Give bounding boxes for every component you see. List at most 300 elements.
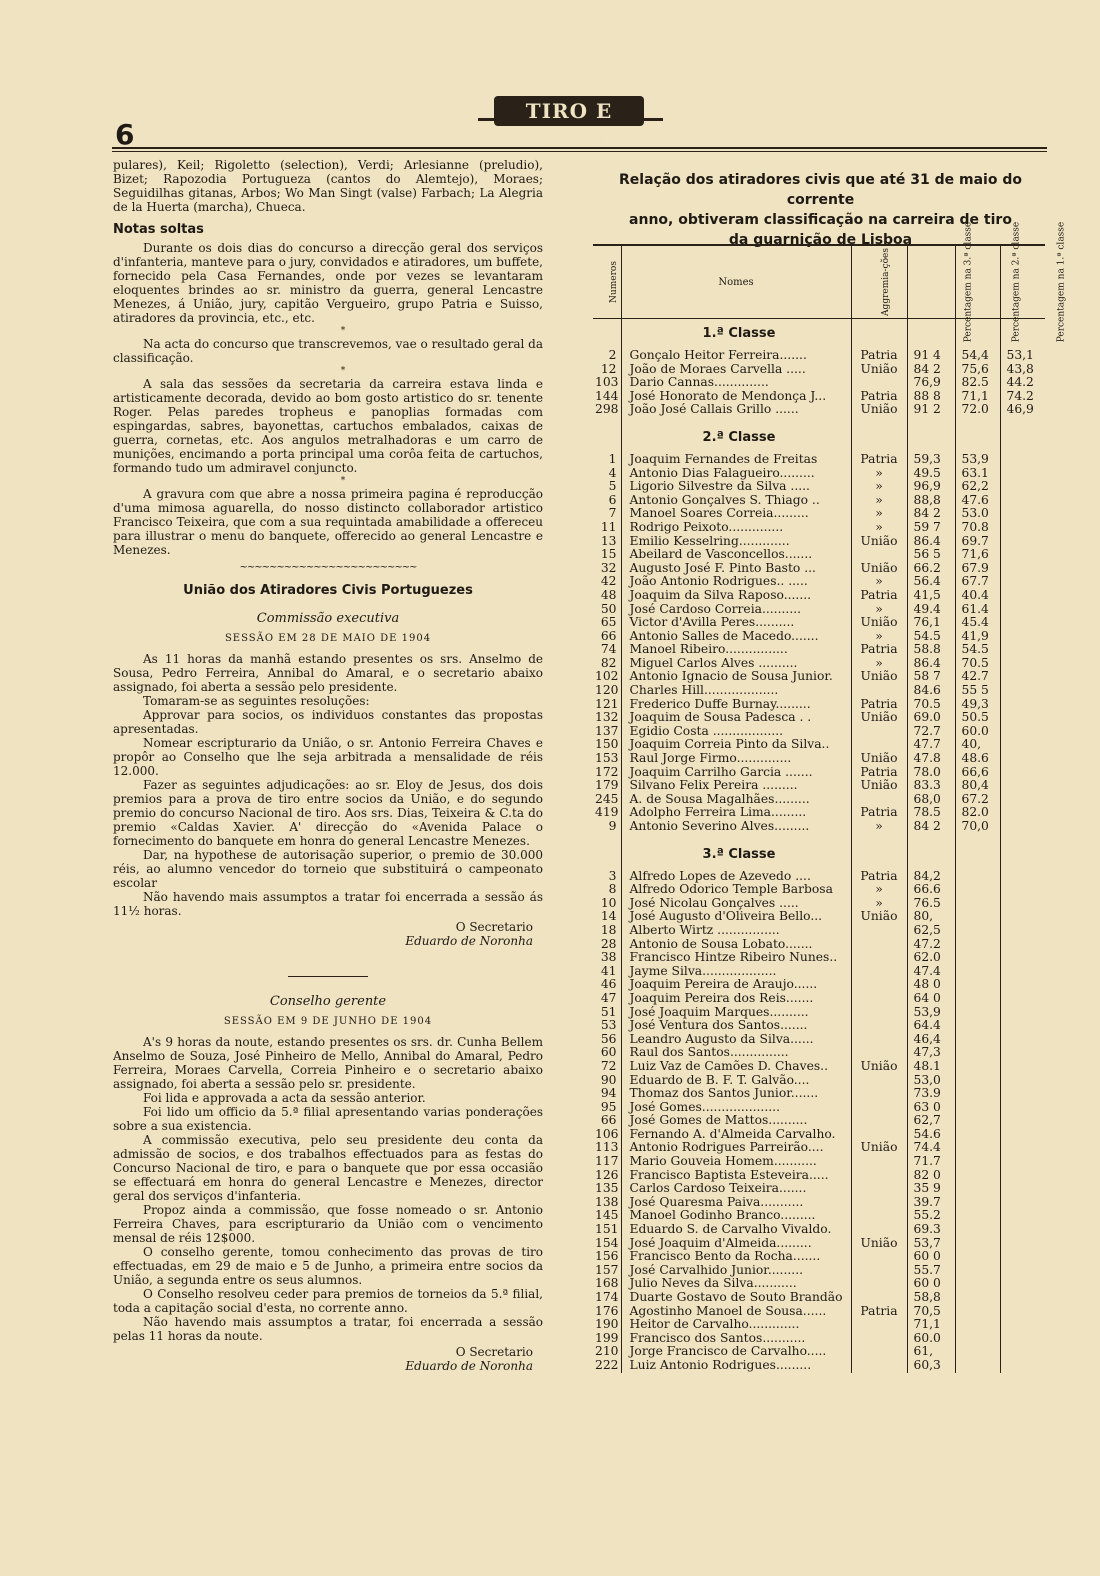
- row-percent-3: 60.0: [907, 1332, 955, 1346]
- row-aggremiacao: »: [851, 494, 907, 508]
- row-name: Julio Neves da Silva...........: [621, 1277, 851, 1291]
- row-percent-2: 67.2: [955, 793, 1000, 807]
- row-percent-3: 62,7: [907, 1114, 955, 1128]
- row-aggremiacao: [851, 1223, 907, 1237]
- table-row: [593, 521, 1045, 535]
- row-name: Manoel Godinho Branco.........: [621, 1209, 851, 1223]
- row-percent-1: [1000, 910, 1045, 924]
- row-percent-3: 58 7: [907, 670, 955, 684]
- row-aggremiacao: [851, 1114, 907, 1128]
- table-row: [593, 1291, 1045, 1305]
- commissao-heading: Commissão executiva: [256, 611, 400, 626]
- row-percent-3: 68,0: [907, 793, 955, 807]
- row-percent-2: 53.0: [955, 507, 1000, 521]
- row-percent-1: [1000, 725, 1045, 739]
- row-aggremiacao: [851, 938, 907, 952]
- table-title-line: Relação dos atiradores civis que até 31 de maio do corrente: [619, 172, 1022, 208]
- row-percent-2: [955, 1087, 1000, 1101]
- table-row: [593, 603, 1045, 617]
- row-aggremiacao: União: [851, 535, 907, 549]
- row-percent-1: [1000, 820, 1045, 834]
- row-percent-2: [955, 1046, 1000, 1060]
- row-percent-3: 70.5: [907, 698, 955, 712]
- row-aggremiacao: União: [851, 403, 907, 417]
- asterisk-separator: *: [340, 366, 346, 376]
- conselho-paragraph: Não havendo mais assumptos a tratar, foi encerrada a sessão pelas 11 horas da noute.: [113, 1315, 543, 1343]
- row-aggremiacao: [851, 1359, 907, 1373]
- row-percent-2: 50.5: [955, 711, 1000, 725]
- row-percent-1: [1000, 1169, 1045, 1183]
- row-number: 47: [600, 991, 617, 1005]
- row-percent-2: [955, 1318, 1000, 1332]
- row-aggremiacao: [851, 1006, 907, 1020]
- header-aggremiacoes: Aggremia-ções: [851, 245, 907, 319]
- table-row: [593, 630, 1045, 644]
- row-percent-3: 66.6: [907, 883, 955, 897]
- row-number: 121: [595, 697, 619, 711]
- table-row: [593, 978, 1045, 992]
- row-percent-2: 67.7: [955, 575, 1000, 589]
- row-aggremiacao: »: [851, 883, 907, 897]
- row-percent-3: 84,2: [907, 870, 955, 884]
- row-number: 9: [608, 820, 617, 833]
- row-percent-2: 72.0: [955, 403, 1000, 417]
- row-percent-3: 78.5: [907, 806, 955, 820]
- row-number: 46: [600, 978, 617, 992]
- row-percent-2: [955, 1196, 1000, 1210]
- table-row: [593, 1101, 1045, 1115]
- row-aggremiacao: [851, 992, 907, 1006]
- row-name: Jorge Francisco de Carvalho.....: [621, 1345, 851, 1359]
- row-percent-3: 49.4: [907, 603, 955, 617]
- row-aggremiacao: União: [851, 779, 907, 793]
- row-percent-1: [1000, 630, 1045, 644]
- row-percent-3: 88,8: [907, 494, 955, 508]
- row-percent-1: [1000, 711, 1045, 725]
- row-number: 72: [600, 1059, 617, 1073]
- table-row: [593, 535, 1045, 549]
- row-aggremiacao: [851, 1264, 907, 1278]
- row-name: Dario Cannas..............: [621, 376, 851, 390]
- table-row: [593, 870, 1045, 884]
- table-row: [593, 1196, 1045, 1210]
- row-percent-2: [955, 1101, 1000, 1115]
- row-number: 65: [600, 616, 617, 630]
- row-percent-3: 76.5: [907, 897, 955, 911]
- row-number: 95: [600, 1100, 617, 1114]
- row-percent-1: [1000, 507, 1045, 521]
- row-number: 120: [595, 684, 619, 698]
- row-number: 11: [600, 520, 617, 534]
- row-percent-3: 69.3: [907, 1223, 955, 1237]
- row-name: José Ventura dos Santos.......: [621, 1019, 851, 1033]
- logo-swash-right: [643, 118, 663, 121]
- row-aggremiacao: União: [851, 1141, 907, 1155]
- commissao-paragraph: Approvar para socios, os individuos constantes das propostas apresentadas.: [113, 708, 543, 736]
- row-percent-3: 86.4: [907, 535, 955, 549]
- row-percent-2: [955, 1074, 1000, 1088]
- row-aggremiacao: União: [851, 363, 907, 377]
- row-aggremiacao: »: [851, 575, 907, 589]
- row-percent-2: [955, 1237, 1000, 1251]
- row-percent-1: [1000, 657, 1045, 671]
- row-percent-2: 60.0: [955, 725, 1000, 739]
- notas-paragraph: Durante os dois dias do concurso a direcção geral dos serviços d'infanteria, manteve para o jury, convidados e atiradores, um buffete, fornecido pela Casa Fernandes, onde por vezes se levantaram eloquentes brindes ao sr. ministro da guerra, general Lencastre Menezes, á União, jury, capitão Vergueiro, grupo Patria e Suisso, atiradores da provincia, etc., etc.: [113, 241, 543, 325]
- row-percent-1: [1000, 589, 1045, 603]
- table-row: [593, 910, 1045, 924]
- row-percent-3: 60 0: [907, 1250, 955, 1264]
- table-row: [593, 376, 1045, 390]
- section-heading: 1.ª Classe: [621, 319, 851, 350]
- row-number: 10: [600, 896, 617, 910]
- row-number: 53: [600, 1019, 617, 1033]
- row-percent-3: 54.6: [907, 1128, 955, 1142]
- row-percent-3: 48 0: [907, 978, 955, 992]
- row-number: 174: [595, 1291, 619, 1304]
- row-number: 28: [600, 937, 617, 951]
- row-percent-3: 60 0: [907, 1277, 955, 1291]
- row-name: Alfredo Odorico Temple Barbosa: [621, 883, 851, 897]
- asterisk-separator: *: [340, 476, 346, 486]
- row-aggremiacao: [851, 1169, 907, 1183]
- row-percent-3: 72.7: [907, 725, 955, 739]
- row-percent-1: [1000, 1196, 1045, 1210]
- row-aggremiacao: [851, 924, 907, 938]
- row-percent-3: 48.1: [907, 1060, 955, 1074]
- row-aggremiacao: Patria: [851, 589, 907, 603]
- row-percent-3: 35 9: [907, 1182, 955, 1196]
- row-percent-1: [1000, 766, 1045, 780]
- row-aggremiacao: »: [851, 467, 907, 481]
- row-percent-3: 71.7: [907, 1155, 955, 1169]
- row-aggremiacao: [851, 978, 907, 992]
- row-number: 94: [600, 1087, 617, 1101]
- row-number: 126: [595, 1168, 619, 1182]
- row-percent-2: [955, 1223, 1000, 1237]
- row-aggremiacao: [851, 1074, 907, 1088]
- row-aggremiacao: [851, 684, 907, 698]
- row-percent-3: 84 2: [907, 507, 955, 521]
- row-number: 3: [608, 869, 617, 883]
- row-number: 298: [595, 403, 619, 417]
- row-percent-1: [1000, 521, 1045, 535]
- row-percent-3: 62.0: [907, 951, 955, 965]
- table-row: [593, 965, 1045, 979]
- row-percent-1: [1000, 1033, 1045, 1047]
- row-percent-2: 47.6: [955, 494, 1000, 508]
- row-percent-3: 58.8: [907, 643, 955, 657]
- row-aggremiacao: [851, 1345, 907, 1359]
- row-percent-1: [1000, 1291, 1045, 1305]
- row-number: 5: [608, 480, 617, 494]
- row-name: Adolpho Ferreira Lima.........: [621, 806, 851, 820]
- row-number: 156: [595, 1250, 619, 1264]
- row-number: 135: [595, 1182, 619, 1196]
- row-percent-1: [1000, 643, 1045, 657]
- table-row: [593, 951, 1045, 965]
- row-aggremiacao: [851, 1087, 907, 1101]
- table-row: [593, 670, 1045, 684]
- row-percent-1: [1000, 1345, 1045, 1359]
- row-name: Leandro Augusto da Silva......: [621, 1033, 851, 1047]
- row-name: Frederico Duffe Burnay.........: [621, 698, 851, 712]
- row-aggremiacao: [851, 1019, 907, 1033]
- table-row: [593, 390, 1045, 404]
- row-percent-2: 71,1: [955, 390, 1000, 404]
- asterisk-separator: *: [340, 326, 346, 336]
- row-percent-2: [955, 924, 1000, 938]
- row-percent-1: [1000, 1046, 1045, 1060]
- row-aggremiacao: [851, 1332, 907, 1346]
- row-aggremiacao: [851, 548, 907, 562]
- conselho-paragraph: Propoz ainda a commissão, que fosse nomeado o sr. Antonio Ferreira Chaves, para escripturario da União com o vencimento mensal de réis 12$000.: [113, 1203, 543, 1245]
- row-percent-3: 53,9: [907, 1006, 955, 1020]
- row-aggremiacao: União: [851, 910, 907, 924]
- row-percent-1: [1000, 535, 1045, 549]
- row-name: João José Callais Grillo ......: [621, 403, 851, 417]
- row-percent-1: 74.2: [1000, 390, 1045, 404]
- masthead-logo: [478, 88, 663, 153]
- header-percent-1: Percentagem na 1.ª classe: [1000, 245, 1045, 319]
- row-percent-2: 53,9: [955, 453, 1000, 467]
- row-percent-2: [955, 1209, 1000, 1223]
- row-aggremiacao: »: [851, 630, 907, 644]
- row-percent-3: 41,5: [907, 589, 955, 603]
- row-name: Abeilard de Vasconcellos.......: [621, 548, 851, 562]
- secretary-label: O Secretario: [455, 1345, 533, 1359]
- row-percent-3: 56 5: [907, 548, 955, 562]
- row-percent-2: 82.0: [955, 806, 1000, 820]
- row-name: João Antonio Rodrigues.. .....: [621, 575, 851, 589]
- row-aggremiacao: »: [851, 657, 907, 671]
- row-percent-2: [955, 992, 1000, 1006]
- row-number: 66: [600, 1114, 617, 1128]
- row-percent-3: 83.3: [907, 779, 955, 793]
- row-percent-2: 71,6: [955, 548, 1000, 562]
- table-row: [593, 938, 1045, 952]
- row-percent-3: 84 2: [907, 820, 955, 834]
- row-percent-2: [955, 870, 1000, 884]
- row-percent-2: [955, 978, 1000, 992]
- table-row: [593, 820, 1045, 834]
- row-number: 199: [595, 1331, 619, 1345]
- table-row: [593, 711, 1045, 725]
- row-number: 153: [595, 752, 619, 766]
- row-percent-1: [1000, 616, 1045, 630]
- commissao-paragraph: Dar, na hypothese de autorisação superior, o premio de 30.000 réis, ao alumno vencedor do torneio que substituirá o campeonato escolar: [113, 848, 543, 890]
- row-percent-1: 43,8: [1000, 363, 1045, 377]
- header-rule: [112, 147, 1047, 149]
- conselho-paragraph: O Conselho resolveu ceder para premios de torneios da 5.ª filial, toda a capitação social d'esta, no corrente anno.: [113, 1287, 543, 1315]
- row-name: Mario Gouveia Homem...........: [621, 1155, 851, 1169]
- table-row: [593, 1046, 1045, 1060]
- row-number: 245: [595, 792, 619, 806]
- row-number: 151: [595, 1223, 619, 1237]
- row-percent-1: [1000, 938, 1045, 952]
- row-name: Carlos Cardoso Teixeira.......: [621, 1182, 851, 1196]
- row-percent-2: [955, 1182, 1000, 1196]
- row-percent-3: 76,1: [907, 616, 955, 630]
- row-percent-3: 91 4: [907, 349, 955, 363]
- table-row: [593, 403, 1045, 417]
- row-number: 15: [600, 548, 617, 562]
- row-percent-1: [1000, 1237, 1045, 1251]
- row-percent-2: [955, 1277, 1000, 1291]
- row-name: Silvano Felix Pereira .........: [621, 779, 851, 793]
- row-percent-3: 63 0: [907, 1101, 955, 1115]
- commissao-paragraph: Não havendo mais assumptos a tratar foi encerrada a sessão ás 11½ horas.: [113, 890, 543, 918]
- table-row: [593, 1223, 1045, 1237]
- row-percent-1: 44.2: [1000, 376, 1045, 390]
- row-aggremiacao: Patria: [851, 390, 907, 404]
- row-percent-2: 40.4: [955, 589, 1000, 603]
- table-row: [593, 453, 1045, 467]
- row-percent-3: 84.6: [907, 684, 955, 698]
- row-number: 6: [608, 493, 617, 507]
- row-aggremiacao: União: [851, 1060, 907, 1074]
- row-number: 42: [600, 575, 617, 589]
- row-percent-2: [955, 897, 1000, 911]
- row-percent-2: 54,4: [955, 349, 1000, 363]
- row-name: A. de Sousa Magalhães.........: [621, 793, 851, 807]
- table-row: [593, 766, 1045, 780]
- table-row: [593, 1141, 1045, 1155]
- table-row: [593, 725, 1045, 739]
- row-aggremiacao: »: [851, 820, 907, 834]
- row-aggremiacao: Patria: [851, 453, 907, 467]
- row-number: 113: [595, 1141, 619, 1155]
- row-percent-3: 47.8: [907, 752, 955, 766]
- table-row: [593, 1155, 1045, 1169]
- row-number: 82: [600, 656, 617, 670]
- row-aggremiacao: União: [851, 616, 907, 630]
- row-percent-2: 66,6: [955, 766, 1000, 780]
- table-row: [593, 1019, 1045, 1033]
- row-name: Egidio Costa ..................: [621, 725, 851, 739]
- row-percent-2: 70.5: [955, 657, 1000, 671]
- row-number: 4: [608, 466, 617, 480]
- conselho-paragraph: Foi lido um officio da 5.ª filial apresentando varias ponderações sobre a sua existencia.: [113, 1105, 543, 1133]
- row-percent-3: 80,: [907, 910, 955, 924]
- section-heading: 3.ª Classe: [621, 840, 851, 870]
- row-name: Victor d'Avilla Peres..........: [621, 616, 851, 630]
- row-percent-1: [1000, 494, 1045, 508]
- row-percent-1: [1000, 467, 1045, 481]
- row-number: 48: [600, 588, 617, 602]
- header-numeros: Numeros: [593, 245, 621, 319]
- row-name: Gonçalo Heitor Ferreira.......: [621, 349, 851, 363]
- table-row: [593, 562, 1045, 576]
- row-percent-2: 70,0: [955, 820, 1000, 834]
- row-percent-3: 55.2: [907, 1209, 955, 1223]
- row-percent-1: [1000, 548, 1045, 562]
- row-percent-1: [1000, 965, 1045, 979]
- conselho-paragraph: O conselho gerente, tomou conhecimento das provas de tiro effectuadas, em 29 de maio e 5 de Junho, a primeira entre socios da União, a segunda entre os seus alumnos.: [113, 1245, 543, 1287]
- row-percent-1: [1000, 1182, 1045, 1196]
- table-header-row: [593, 245, 1045, 319]
- row-percent-2: [955, 1155, 1000, 1169]
- row-percent-2: [955, 1169, 1000, 1183]
- row-number: 157: [595, 1263, 619, 1277]
- notas-paragraph: A sala das sessões da secretaria da carreira estava linda e artisticamente decorada, devido ao bom gosto artistico do sr. tenente Roger. Pelas paredes tropheus e panoplias formadas com espingardas, sabres, bayonettas, cartuchos embalados, caixas de guerra, cornetas, etc. Aos angulos metralhadoras e um carro de munições, encimando a porta principal uma corôa feita de cartuchos, formando tudo um admiravel conjuncto.: [113, 377, 543, 475]
- row-aggremiacao: Patria: [851, 806, 907, 820]
- row-name: Agostinho Manoel de Sousa......: [621, 1305, 851, 1319]
- table-row: [593, 883, 1045, 897]
- row-aggremiacao: »: [851, 603, 907, 617]
- intro-paragraph: pulares), Keil; Rigoletto (selection), Verdi; Arlesianne (preludio), Bizet; Rapozodia Portugueza (cantos do Alemtejo), Moraes; Seguidilhas gitanas, Arbos; Wo Man Singt (valse) Farbach; La Alegria de la Huerta (marcha), Chueca.: [113, 158, 543, 214]
- row-number: 137: [595, 724, 619, 738]
- row-percent-3: 86.4: [907, 657, 955, 671]
- row-percent-2: 62,2: [955, 480, 1000, 494]
- row-percent-2: [955, 883, 1000, 897]
- header-percent-3: Percentagem na 3.ª classe: [907, 245, 955, 319]
- row-percent-2: 63.1: [955, 467, 1000, 481]
- row-percent-3: 47.7: [907, 738, 955, 752]
- row-aggremiacao: [851, 1046, 907, 1060]
- row-name: Eduardo S. de Carvalho Vivaldo.: [621, 1223, 851, 1237]
- row-name: Joaquim Carrilho Garcia .......: [621, 766, 851, 780]
- table-row: [593, 698, 1045, 712]
- secretary-name: Eduardo de Noronha: [405, 1359, 533, 1373]
- row-percent-2: [955, 951, 1000, 965]
- row-percent-3: 47.4: [907, 965, 955, 979]
- row-number: 7: [608, 507, 617, 521]
- row-percent-1: [1000, 603, 1045, 617]
- table-row: [593, 793, 1045, 807]
- table-row: [593, 1182, 1045, 1196]
- row-percent-1: 46,9: [1000, 403, 1045, 417]
- row-number: 419: [595, 806, 619, 820]
- conselho-paragraph: Foi lida e approvada a acta da sessão anterior.: [143, 1091, 426, 1105]
- row-name: Duarte Gostavo de Souto Brandão: [621, 1291, 851, 1305]
- row-percent-2: 82.5: [955, 376, 1000, 390]
- row-number: 176: [595, 1304, 619, 1318]
- row-number: 144: [595, 389, 619, 403]
- row-number: 150: [595, 738, 619, 752]
- row-name: Alfredo Lopes de Azevedo ....: [621, 870, 851, 884]
- row-percent-3: 88 8: [907, 390, 955, 404]
- row-name: José Joaquim d'Almeida.........: [621, 1237, 851, 1251]
- page-number: 6: [115, 118, 135, 151]
- row-name: Augusto José F. Pinto Basto ...: [621, 562, 851, 576]
- ornament-divider: ~~~~~~~~~~~~~~~~~~~~~~~~: [239, 562, 417, 573]
- row-name: Francisco Bento da Rocha.......: [621, 1250, 851, 1264]
- row-percent-2: [955, 1345, 1000, 1359]
- row-percent-3: 49.5: [907, 467, 955, 481]
- section-heading: 2.ª Classe: [621, 423, 851, 453]
- table-row: [593, 1169, 1045, 1183]
- row-percent-2: [955, 1033, 1000, 1047]
- table-row: [593, 349, 1045, 363]
- row-percent-3: 96,9: [907, 480, 955, 494]
- table-row: [593, 1074, 1045, 1088]
- table-row: [593, 1250, 1045, 1264]
- row-percent-2: 49,3: [955, 698, 1000, 712]
- row-percent-3: 61,: [907, 1345, 955, 1359]
- table-row: [593, 643, 1045, 657]
- row-aggremiacao: [851, 1277, 907, 1291]
- section-heading-row: [593, 840, 1045, 870]
- table-row: [593, 1128, 1045, 1142]
- row-aggremiacao: Patria: [851, 870, 907, 884]
- row-percent-2: 55 5: [955, 684, 1000, 698]
- row-aggremiacao: [851, 1209, 907, 1223]
- table-row: [593, 752, 1045, 766]
- row-percent-2: 67.9: [955, 562, 1000, 576]
- row-number: 41: [600, 964, 617, 978]
- row-name: José Augusto d'Oliveira Bello...: [621, 910, 851, 924]
- commissao-paragraph: Nomear escripturario da União, o sr. Antonio Ferreira Chaves e propôr ao Conselho que lhe seja arbitrada a mensalidade de réis 12.000.: [113, 736, 543, 778]
